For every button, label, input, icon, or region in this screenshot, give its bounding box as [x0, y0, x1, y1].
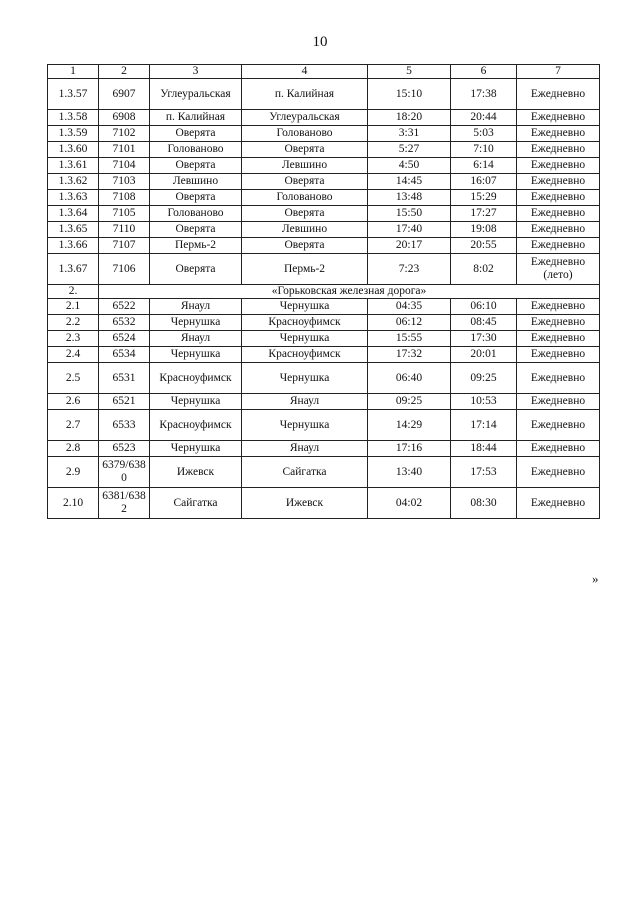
schedule-days-cell: Ежедневно — [517, 222, 600, 238]
arrival-station-cell: Красноуфимск — [242, 347, 368, 363]
schedule-days-cell: Ежедневно — [517, 299, 600, 315]
departure-station-cell: Оверята — [150, 222, 242, 238]
table-row — [48, 394, 600, 410]
arrival-station-cell: Янаул — [242, 394, 368, 410]
row-number-cell: 1.3.60 — [48, 142, 99, 158]
schedule-days-cell: Ежедневно — [517, 158, 600, 174]
table-body — [48, 65, 600, 519]
arrival-time-cell: 7:10 — [451, 142, 517, 158]
train-number-cell: 7106 — [99, 254, 150, 285]
train-schedule-table — [47, 64, 600, 519]
train-number-cell: 7103 — [99, 174, 150, 190]
departure-station-cell: Красноуфимск — [150, 363, 242, 394]
row-number-cell: 2.4 — [48, 347, 99, 363]
departure-time-cell: 06:40 — [368, 363, 451, 394]
row-number-cell: 1.3.67 — [48, 254, 99, 285]
table-row — [48, 488, 600, 519]
arrival-station-cell: п. Калийная — [242, 79, 368, 110]
row-number-cell: 1.3.66 — [48, 238, 99, 254]
arrival-station-cell: Оверята — [242, 174, 368, 190]
arrival-station-cell: Чернушка — [242, 410, 368, 441]
row-number-cell: 2.2 — [48, 315, 99, 331]
arrival-time-cell: 17:27 — [451, 206, 517, 222]
train-number-cell: 7102 — [99, 126, 150, 142]
arrival-time-cell: 17:38 — [451, 79, 517, 110]
table-row — [48, 222, 600, 238]
arrival-station-cell: Оверята — [242, 142, 368, 158]
departure-time-cell: 14:45 — [368, 174, 451, 190]
arrival-station-cell: Оверята — [242, 238, 368, 254]
departure-time-cell: 13:40 — [368, 457, 451, 488]
train-number-cell: 6531 — [99, 363, 150, 394]
row-number-cell: 1.3.61 — [48, 158, 99, 174]
schedule-days-cell: Ежедневно — [517, 206, 600, 222]
train-number-cell: 6907 — [99, 79, 150, 110]
departure-time-cell: 15:10 — [368, 79, 451, 110]
schedule-days-cell: Ежедневно — [517, 331, 600, 347]
arrival-time-cell: 09:25 — [451, 363, 517, 394]
table-row — [48, 174, 600, 190]
train-number-cell: 6908 — [99, 110, 150, 126]
table-row — [48, 126, 600, 142]
arrival-time-cell: 06:10 — [451, 299, 517, 315]
header-row — [48, 65, 600, 79]
row-number-cell: 1.3.58 — [48, 110, 99, 126]
arrival-station-cell: Левшино — [242, 158, 368, 174]
arrival-station-cell: Ижевск — [242, 488, 368, 519]
departure-time-cell: 18:20 — [368, 110, 451, 126]
departure-station-cell: Левшино — [150, 174, 242, 190]
train-number-cell: 7105 — [99, 206, 150, 222]
departure-station-cell: Оверята — [150, 126, 242, 142]
section-header-row — [48, 285, 600, 299]
departure-time-cell: 17:16 — [368, 441, 451, 457]
table-row — [48, 441, 600, 457]
departure-time-cell: 7:23 — [368, 254, 451, 285]
arrival-station-cell: Сайгатка — [242, 457, 368, 488]
departure-time-cell: 06:12 — [368, 315, 451, 331]
column-header: 6 — [451, 65, 517, 79]
table-row — [48, 315, 600, 331]
column-header: 2 — [99, 65, 150, 79]
row-number-cell: 1.3.64 — [48, 206, 99, 222]
arrival-time-cell: 17:53 — [451, 457, 517, 488]
row-number-cell: 2.10 — [48, 488, 99, 519]
table-row — [48, 110, 600, 126]
departure-station-cell: Оверята — [150, 190, 242, 206]
schedule-days-cell: Ежедневно — [517, 79, 600, 110]
schedule-days-cell: Ежедневно — [517, 110, 600, 126]
train-number-cell: 6534 — [99, 347, 150, 363]
table-row — [48, 254, 600, 285]
departure-station-cell: п. Калийная — [150, 110, 242, 126]
column-header: 7 — [517, 65, 600, 79]
departure-station-cell: Оверята — [150, 158, 242, 174]
schedule-days-cell: Ежедневно — [517, 315, 600, 331]
arrival-station-cell: Чернушка — [242, 331, 368, 347]
section-number-cell: 2. — [48, 285, 99, 299]
column-header: 4 — [242, 65, 368, 79]
section-title-cell: «Горьковская железная дорога» — [99, 285, 600, 299]
departure-time-cell: 14:29 — [368, 410, 451, 441]
departure-station-cell: Углеуральская — [150, 79, 242, 110]
table-row — [48, 79, 600, 110]
train-number-cell: 6524 — [99, 331, 150, 347]
arrival-station-cell: Пермь-2 — [242, 254, 368, 285]
arrival-time-cell: 20:01 — [451, 347, 517, 363]
table-row — [48, 190, 600, 206]
departure-station-cell: Чернушка — [150, 347, 242, 363]
train-number-cell: 7108 — [99, 190, 150, 206]
arrival-station-cell: Янаул — [242, 441, 368, 457]
schedule-days-cell: Ежедневно — [517, 347, 600, 363]
departure-station-cell: Пермь-2 — [150, 238, 242, 254]
departure-station-cell: Янаул — [150, 299, 242, 315]
row-number-cell: 1.3.57 — [48, 79, 99, 110]
row-number-cell: 2.7 — [48, 410, 99, 441]
table-row — [48, 331, 600, 347]
departure-station-cell: Сайгатка — [150, 488, 242, 519]
schedule-days-cell: Ежедневно — [517, 441, 600, 457]
train-number-cell: 7101 — [99, 142, 150, 158]
row-number-cell: 2.6 — [48, 394, 99, 410]
arrival-time-cell: 17:30 — [451, 331, 517, 347]
arrival-time-cell: 08:45 — [451, 315, 517, 331]
train-number-cell: 6533 — [99, 410, 150, 441]
departure-time-cell: 04:35 — [368, 299, 451, 315]
departure-station-cell: Ижевск — [150, 457, 242, 488]
row-number-cell: 1.3.63 — [48, 190, 99, 206]
arrival-time-cell: 18:44 — [451, 441, 517, 457]
row-number-cell: 2.3 — [48, 331, 99, 347]
departure-time-cell: 09:25 — [368, 394, 451, 410]
departure-station-cell: Чернушка — [150, 315, 242, 331]
row-number-cell: 1.3.59 — [48, 126, 99, 142]
row-number-cell: 1.3.62 — [48, 174, 99, 190]
departure-time-cell: 3:31 — [368, 126, 451, 142]
table-row — [48, 347, 600, 363]
arrival-station-cell: Голованово — [242, 126, 368, 142]
row-number-cell: 2.8 — [48, 441, 99, 457]
arrival-time-cell: 08:30 — [451, 488, 517, 519]
train-number-cell: 6532 — [99, 315, 150, 331]
schedule-days-cell: Ежедневно — [517, 238, 600, 254]
schedule-days-cell: Ежедневно — [517, 174, 600, 190]
schedule-days-cell: Ежедневно — [517, 410, 600, 441]
departure-time-cell: 04:02 — [368, 488, 451, 519]
page-number: 10 — [312, 34, 328, 50]
train-number-cell: 7107 — [99, 238, 150, 254]
table-row — [48, 410, 600, 441]
table-row — [48, 206, 600, 222]
row-number-cell: 2.5 — [48, 363, 99, 394]
departure-station-cell: Янаул — [150, 331, 242, 347]
table-row — [48, 299, 600, 315]
arrival-station-cell: Красноуфимск — [242, 315, 368, 331]
departure-station-cell: Голованово — [150, 206, 242, 222]
arrival-time-cell: 8:02 — [451, 254, 517, 285]
arrival-time-cell: 5:03 — [451, 126, 517, 142]
train-number-cell: 6379/6380 — [99, 457, 150, 488]
schedule-days-cell: Ежедневно — [517, 190, 600, 206]
row-number-cell: 1.3.65 — [48, 222, 99, 238]
departure-station-cell: Оверята — [150, 254, 242, 285]
arrival-time-cell: 19:08 — [451, 222, 517, 238]
arrival-time-cell: 16:07 — [451, 174, 517, 190]
departure-time-cell: 5:27 — [368, 142, 451, 158]
arrival-station-cell: Углеуральская — [242, 110, 368, 126]
arrival-time-cell: 20:44 — [451, 110, 517, 126]
schedule-days-cell: Ежедневно — [517, 488, 600, 519]
arrival-time-cell: 17:14 — [451, 410, 517, 441]
arrival-time-cell: 6:14 — [451, 158, 517, 174]
closing-quote-mark: » — [592, 571, 599, 586]
column-header: 5 — [368, 65, 451, 79]
departure-time-cell: 17:40 — [368, 222, 451, 238]
departure-time-cell: 20:17 — [368, 238, 451, 254]
table-row — [48, 238, 600, 254]
departure-time-cell: 13:48 — [368, 190, 451, 206]
table-row — [48, 158, 600, 174]
departure-time-cell: 15:50 — [368, 206, 451, 222]
departure-time-cell: 15:55 — [368, 331, 451, 347]
departure-station-cell: Красноуфимск — [150, 410, 242, 441]
row-number-cell: 2.1 — [48, 299, 99, 315]
schedule-days-cell: Ежедневно — [517, 126, 600, 142]
departure-station-cell: Чернушка — [150, 441, 242, 457]
departure-time-cell: 17:32 — [368, 347, 451, 363]
arrival-time-cell: 20:55 — [451, 238, 517, 254]
schedule-days-cell: Ежедневно — [517, 142, 600, 158]
train-number-cell: 6381/6382 — [99, 488, 150, 519]
departure-station-cell: Чернушка — [150, 394, 242, 410]
arrival-station-cell: Оверята — [242, 206, 368, 222]
schedule-days-cell: Ежедневно — [517, 394, 600, 410]
arrival-station-cell: Чернушка — [242, 299, 368, 315]
train-number-cell: 7110 — [99, 222, 150, 238]
schedule-days-cell: Ежедневно — [517, 363, 600, 394]
train-number-cell: 6523 — [99, 441, 150, 457]
arrival-time-cell: 10:53 — [451, 394, 517, 410]
column-header: 1 — [48, 65, 99, 79]
column-header: 3 — [150, 65, 242, 79]
table-row — [48, 142, 600, 158]
arrival-station-cell: Чернушка — [242, 363, 368, 394]
train-number-cell: 6521 — [99, 394, 150, 410]
schedule-days-cell: Ежедневно (лето) — [517, 254, 600, 285]
table-row — [48, 457, 600, 488]
departure-station-cell: Голованово — [150, 142, 242, 158]
table-row — [48, 363, 600, 394]
arrival-time-cell: 15:29 — [451, 190, 517, 206]
schedule-days-cell: Ежедневно — [517, 457, 600, 488]
arrival-station-cell: Левшино — [242, 222, 368, 238]
row-number-cell: 2.9 — [48, 457, 99, 488]
train-number-cell: 7104 — [99, 158, 150, 174]
arrival-station-cell: Голованово — [242, 190, 368, 206]
train-number-cell: 6522 — [99, 299, 150, 315]
departure-time-cell: 4:50 — [368, 158, 451, 174]
